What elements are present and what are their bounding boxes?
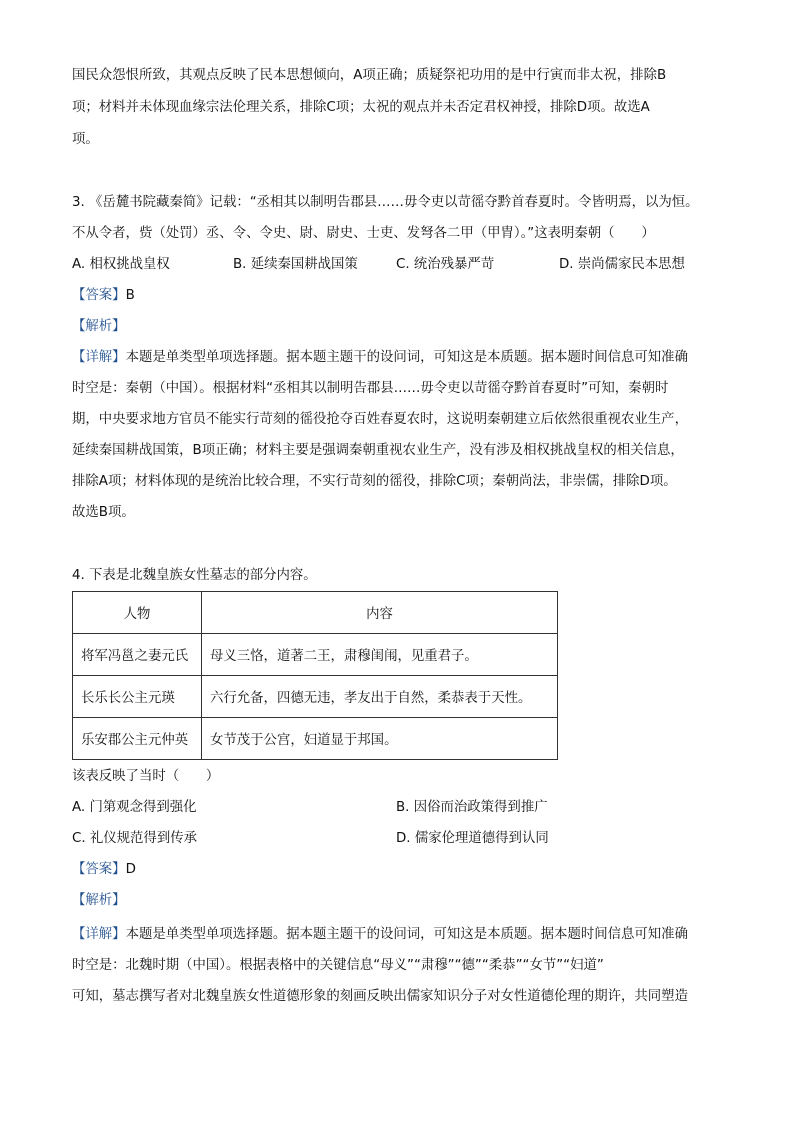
table-cell-content: 六行允备，四德无违，孝友出于自然，柔恭表于天性。 [202, 676, 558, 718]
table-header-content: 内容 [202, 592, 558, 634]
q3-detail-text-1: 本题是单类型单项选择题。据本题主题干的设问词，可知这是本质题。据本题时间信息可知准确 [125, 350, 688, 365]
q4-analysis-label [72, 891, 126, 911]
q3-stem-line-1: 3. 《岳麓书院藏秦简》记载：“丞相其以制明告郡县……毋令吏以苛徭夺黔首春夏时。令皆明焉，以为恒。 [72, 195, 699, 210]
table-header-person: 人物 [73, 592, 202, 634]
table-cell-content: 母义三恪，道著二王，肃穆闺闱，见重君子。 [202, 634, 558, 676]
q4-answer-value: D [125, 862, 136, 877]
q3-option-a: A. 相权挑战皇权 [72, 257, 170, 272]
q4-analysis-label-text: 【解析】 [72, 893, 126, 908]
q3-stem-line-2: 不从令者，赀（处罚）丞、令、令史、尉、尉史、士吏、发弩各二甲（甲胄）。”这表明秦朝（ ） [72, 226, 655, 241]
q3-option-c: C. 统治残暴严苛 [396, 257, 495, 272]
q3-detail-line-5: 排除A项；材料体现的是统治比较合理，不实行苛刻的徭役，排除C项；秦朝尚法，非崇儒，排除D项。 [72, 474, 677, 489]
q4-detail-line-1 [72, 925, 688, 945]
q4-detail-label: 【详解】 [72, 927, 126, 942]
prev-answer-line-3: 项。 [72, 132, 99, 147]
table-cell-person: 将军冯邕之妻元氏 [73, 634, 202, 676]
q4-after-table: 该表反映了当时（ ） [72, 769, 220, 784]
q4-option-d: D. 儒家伦理道德得到认同 [396, 831, 549, 846]
q3-detail-line-1 [72, 348, 688, 368]
table-row [73, 634, 558, 676]
prev-answer-line-1: 国民众怨恨所致，其观点反映了民本思想倾向，A项正确；质疑祭祀功用的是中行寅而非太祝，排除B [72, 68, 667, 83]
q4-answer-label: 【答案】 [72, 862, 126, 877]
q3-answer-label: 【答案】 [72, 288, 126, 303]
table-header-row [73, 592, 558, 634]
table-cell-content: 女节茂于公宫，妇道显于邦国。 [202, 718, 558, 760]
q3-detail-line-2: 时空是：秦朝（中国）。根据材料“丞相其以制明告郡县……毋令吏以苛徭夺黔首春夏时”可知，秦朝时 [72, 381, 669, 396]
q3-option-b: B. 延续秦国耕战国策 [233, 257, 358, 272]
table-row [73, 676, 558, 718]
q3-answer-value: B [125, 288, 135, 303]
q4-option-b: B. 因俗而治政策得到推广 [396, 800, 548, 815]
q4-answer [72, 860, 136, 880]
table-row [73, 718, 558, 760]
q4-option-a: A. 门第观念得到强化 [72, 800, 197, 815]
q3-detail-line-3: 期，中央要求地方官员不能实行苛刻的徭役抢夺百姓春夏农时，这说明秦朝建立后依然很重视农业生产， [72, 412, 688, 427]
q3-detail-label: 【详解】 [72, 350, 126, 365]
q3-option-d: D. 崇尚儒家民本思想 [559, 257, 685, 272]
table-cell-person: 长乐长公主元瑛 [73, 676, 202, 718]
table-cell-person: 乐安郡公主元仲英 [73, 718, 202, 760]
q4-detail-line-3: 可知，墓志撰写者对北魏皇族女性道德形象的刻画反映出儒家知识分子对女性道德伦理的期许，共同塑造 [72, 989, 688, 1004]
q4-detail-line-2: 时空是：北魏时期（中国）。根据表格中的关键信息“母义”“肃穆”“德”“柔恭”“女节”“妇道” [72, 958, 604, 973]
q4-detail-text-1: 本题是单类型单项选择题。据本题主题干的设问词，可知这是本质题。据本题时间信息可知准确 [125, 927, 688, 942]
q3-detail-line-6: 故选B项。 [72, 505, 135, 520]
q4-table [72, 591, 558, 760]
q3-detail-line-4: 延续秦国耕战国策，B项正确；材料主要是强调秦朝重视农业生产，没有涉及相权挑战皇权的相关信息， [72, 443, 684, 458]
q3-analysis-label-text: 【解析】 [72, 319, 126, 334]
q3-analysis-label [72, 317, 126, 337]
q3-answer [72, 286, 135, 306]
prev-answer-line-2: 项；材料并未体现血缘宗法伦理关系，排除C项；太祝的观点并未否定君权神授，排除D项。故选A [72, 100, 650, 115]
q4-stem: 4. 下表是北魏皇族女性墓志的部分内容。 [72, 568, 317, 583]
q4-option-c: C. 礼仪规范得到传承 [72, 831, 197, 846]
